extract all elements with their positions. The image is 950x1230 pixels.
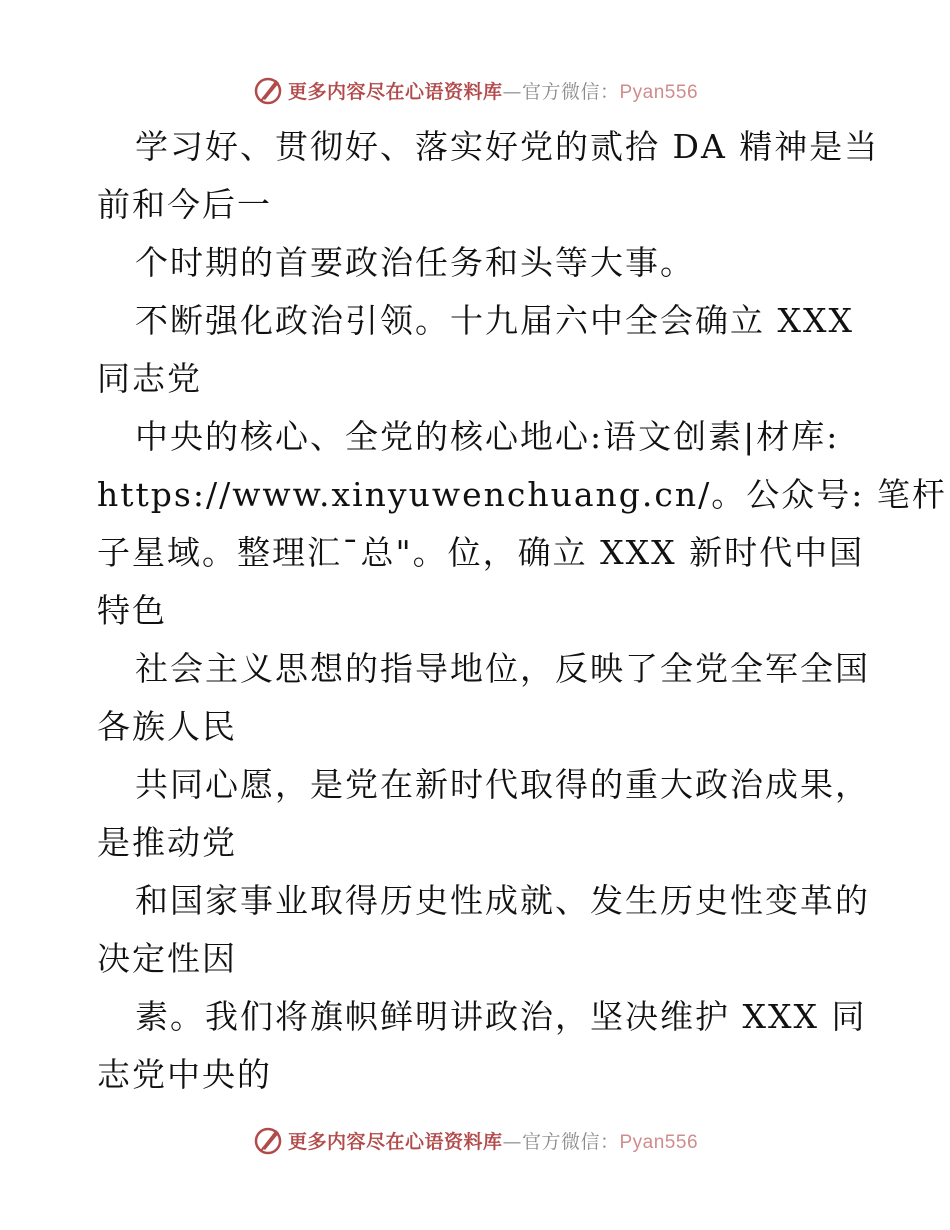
banner-title: 更多内容尽在心语资料库 (287, 1130, 503, 1153)
text-line: 前和今后一 (97, 185, 272, 224)
text-line: 素。我们将旗帜鲜明讲政治，坚决维护 XXX 同 (135, 997, 867, 1036)
banner-handle: Pyan556 (619, 81, 699, 103)
banner-dash: — (502, 1130, 522, 1153)
text-line: 学习好、贯彻好、落实好党的贰拾 DA 精神是当 (135, 127, 880, 166)
document-body (97, 118, 947, 1104)
paragraph (97, 118, 880, 234)
paragraph (97, 640, 870, 756)
banner-text (288, 1127, 698, 1154)
header-banner (0, 70, 950, 110)
text-line: 个时期的首要政治任务和头等大事。 (135, 243, 695, 282)
banner-label: 官方微信： (521, 80, 620, 103)
footer-banner (0, 1120, 950, 1160)
text-line: 子星域。整理汇¯总"。位，确立 XXX 新时代中国 (97, 533, 865, 572)
banner-label: 官方微信： (521, 1130, 620, 1153)
text-line: 中央的核心、全党的核心地心:语文创素|材库: (135, 417, 840, 456)
text-line: 同志党 (97, 359, 202, 398)
text-line: 各族人民 (97, 707, 237, 746)
text-line: https://www.xinyuwenchuang.cn/。公众号: 笔杆 (97, 475, 947, 514)
banner-text (288, 77, 698, 104)
paragraph (97, 872, 870, 988)
paragraph (97, 988, 867, 1104)
paragraph (97, 234, 857, 292)
text-line: 特色 (97, 591, 167, 630)
banner-dash: — (502, 80, 522, 103)
text-line: 不断强化政治引领。十九届六中全会确立 XXX (135, 301, 854, 340)
text-line: 是推动党 (97, 823, 237, 862)
paragraph (97, 408, 947, 640)
text-line: 共同心愿，是党在新时代取得的重大政治成果， (135, 765, 870, 804)
paragraph (97, 292, 857, 408)
quill-pen-logo-icon (252, 1124, 284, 1156)
paragraph (97, 756, 870, 872)
banner-title: 更多内容尽在心语资料库 (287, 80, 503, 103)
text-line: 决定性因 (97, 939, 237, 978)
text-line: 志党中央的 (97, 1055, 272, 1094)
text-line: 和国家事业取得历史性成就、发生历史性变革的 (135, 881, 870, 920)
banner-handle: Pyan556 (619, 1131, 699, 1153)
quill-pen-logo-icon (252, 74, 284, 106)
text-line: 社会主义思想的指导地位，反映了全党全军全国 (135, 649, 870, 688)
